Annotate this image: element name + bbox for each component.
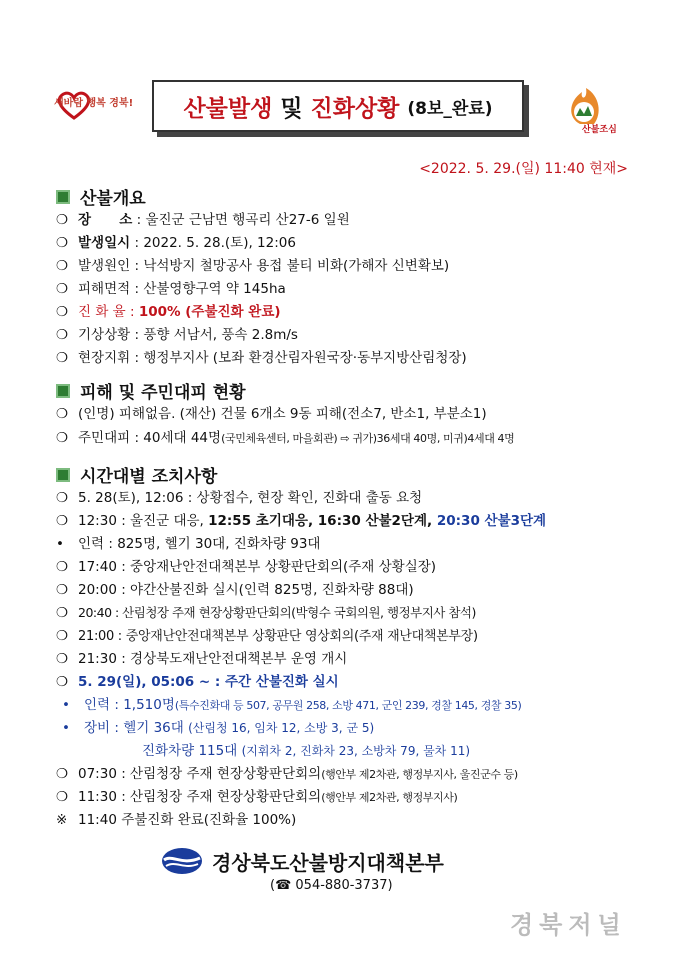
timeline-text: 20:00 : 야간산불진화 실시(인력 825명, 진화차량 88대) (78, 582, 414, 598)
personnel-detail: (특수진화대 등 507, 공무원 258, 소방 471, 군인 239, 경찰 145, 경찰 35) (174, 699, 522, 712)
section-timeline-title: 시간대별 조치사항 (80, 467, 218, 487)
green-square-icon (56, 384, 70, 398)
timeline-text: 11:30 : 산림청장 주재 현장상황판단회의 (78, 789, 322, 805)
timeline-text: 인력 : 825명, 헬기 30대, 진화차량 93대 (78, 536, 321, 552)
row-value: 2022. 5. 28.(토), 12:06 (143, 235, 296, 251)
timeline-row (142, 741, 470, 761)
equipment-text: 장비 : 헬기 36대 (84, 720, 184, 736)
timeline-detail: (행안부 제2차관, 행정부지사, 울진군수 등) (321, 768, 518, 781)
gyeongbuk-emblem-icon (160, 846, 204, 876)
vehicles-text: 진화차량 115대 (142, 743, 238, 759)
organization-name: 경상북도산불방지대책본부 (212, 850, 444, 875)
left-logo-text: 새바람 행복 경북! (54, 98, 134, 109)
right-logo-text: 산불조심 (582, 125, 617, 135)
timeline-text: 17:40 : 중앙재난안전대책본부 상황판단회의(주재 상황실장) (78, 559, 437, 575)
timeline-text-blue: 20:30 산불3단계 (436, 513, 547, 529)
row-label: 발생일시 (78, 235, 131, 251)
timeline-row: ❍ 5. 28(토), 12:06 : 상황접수, 현장 확인, 진화대 출동 요청 (56, 490, 423, 506)
timeline-row: • 장비 : 헬기 36대 (산림청 16, 임차 12, 소방 3, 군 5) (62, 720, 375, 736)
row-label: 피해면적 (78, 281, 131, 297)
damage-text: (인명) 피해없음. (재산) 건물 6개소 9동 피해(전소7, 반소1, 부분소1) (78, 406, 487, 422)
timeline-row: ❍ 11:30 : 산림청장 주재 현장상황판단회의(행안부 제2차관, 행정부지사) (56, 789, 458, 805)
section-timeline-heading (56, 462, 217, 487)
overview-row-location: ❍ 장 소 : 울진군 근남면 행곡리 산27-6 일원 (56, 212, 350, 228)
overview-row-weather: ❍ 기상상황 : 풍향 서남서, 풍속 2.8m/s (56, 327, 298, 343)
timeline-text: 21:30 : 경상북도재난안전대책본부 운영 개시 (78, 651, 348, 667)
timeline-row: ❍ 21:00 : 중앙재난안전대책본부 상황판단 영상회의(주재 재난대책본부장) (56, 628, 478, 644)
timeline-text-blue: 5. 29(일), 05:06 ~ : (78, 674, 225, 690)
row-value: 산불영향구역 약 145ha (143, 281, 286, 297)
timeline-row: ❍ 20:00 : 야간산불진화 실시(인력 825명, 진화차량 88대) (56, 582, 414, 598)
watermark: 경북저널 (510, 910, 627, 939)
damage-row-1: ❍ (인명) 피해없음. (재산) 건물 6개소 9동 피해(전소7, 반소1, 부분소1) (56, 406, 487, 422)
title-part-2: 및 (280, 95, 303, 122)
timeline-text: 21:00 : 중앙재난안전대책본부 상황판단 영상회의(주재 재난대책본부장) (78, 629, 478, 644)
evacuation-text: 주민대피 : 40세대 44명 (78, 430, 222, 446)
report-date: <2022. 5. 29.(일) 11:40 현재> (419, 161, 628, 177)
left-logo (52, 88, 132, 124)
title-report-number: (8보_완료) (407, 98, 493, 119)
section-overview-heading (56, 184, 146, 209)
timeline-row: ❍ 17:40 : 중앙재난안전대책본부 상황판단회의(주재 상황실장) (56, 559, 437, 575)
right-logo (560, 84, 626, 140)
final-status-text: 11:40 주불진화 완료(진화율 100%) (78, 812, 297, 828)
green-square-icon (56, 468, 70, 482)
row-value: 100% (주불진화 완료) (138, 304, 281, 320)
row-label: 발생원인 (78, 258, 131, 274)
footer-organization (160, 846, 444, 876)
row-value: 풍향 서남서, 풍속 2.8m/s (143, 327, 298, 343)
timeline-row: ❍ 20:40 : 산림청장 주재 현장상황판단회의(박형수 국회의원, 행정부지사 참석) (56, 605, 476, 621)
overview-row-command: ❍ 현장지휘 : 행정부지사 (보좌 환경산림자원국장·동부지방산림청장) (56, 350, 467, 366)
timeline-text: 20:40 : 산림청장 주재 현장상황판단회의(박형수 국회의원, 행정부지사 참석) (78, 605, 476, 620)
overview-row-containment: ❍ 진 화 율 : 100% (주불진화 완료) (56, 304, 281, 320)
timeline-row-final: ※ 11:40 주불진화 완료(진화율 100%) (56, 812, 297, 828)
timeline-row: ❍ 07:30 : 산림청장 주재 현장상황판단회의(행안부 제2차관, 행정부지사, 울진군수 등) (56, 766, 518, 782)
overview-row-cause: ❍ 발생원인 : 낙석방지 철망공사 용접 불티 비화(가해자 신변확보) (56, 258, 450, 274)
section-damage-heading (56, 378, 246, 403)
timeline-text: 5. 28(토), 12:06 : 상황접수, 현장 확인, 진화대 출동 요청 (78, 490, 423, 506)
section-overview-title: 산불개요 (80, 189, 146, 209)
damage-row-2: ❍ 주민대피 : 40세대 44명(국민체육센터, 마을회관) ⇨ 귀가)36세대 40명, 미귀)4세대 4명 (56, 430, 515, 446)
equipment-detail: (산림청 16, 임차 12, 소방 3, 군 5) (188, 721, 375, 735)
timeline-row: ❍ 21:30 : 경상북도재난안전대책본부 운영 개시 (56, 651, 348, 667)
personnel-text: 인력 : 1,510명 (84, 697, 175, 713)
timeline-detail: (행안부 제2차관, 행정부지사) (321, 791, 458, 804)
phone-number: (☎ 054-880-3737) (270, 878, 393, 893)
row-value: 행정부지사 (보좌 환경산림자원국장·동부지방산림청장) (143, 350, 467, 366)
timeline-row: ❍ 5. 29(일), 05:06 ~ : 주간 산불진화 실시 (56, 674, 339, 690)
row-label: 장 소 (78, 212, 133, 228)
row-label: 진 화 율 (78, 304, 126, 320)
title-part-1: 산불발생 (183, 95, 273, 122)
timeline-text-blue: 주간 산불진화 실시 (225, 674, 339, 690)
timeline-text: 12:30 : 울진군 대응, (78, 513, 209, 529)
section-damage-title: 피해 및 주민대피 현황 (80, 383, 246, 403)
timeline-text: 07:30 : 산림청장 주재 현장상황판단회의 (78, 766, 322, 782)
overview-row-datetime: ❍ 발생일시 : 2022. 5. 28.(토), 12:06 (56, 235, 296, 251)
timeline-row: ❍ 12:30 : 울진군 대응, 12:55 초기대응, 16:30 산불2단계, 20:30 산불3단계 (56, 513, 547, 529)
row-label: 현장지휘 (78, 350, 131, 366)
timeline-row: • 인력 : 1,510명(특수진화대 등 507, 공무원 258, 소방 471, 군인 239, 경찰 145, 경찰 35) (62, 697, 522, 713)
title-part-3: 진화상황 (310, 95, 400, 122)
green-square-icon (56, 190, 70, 204)
vehicles-detail: (지휘차 2, 진화차 23, 소방차 79, 물차 11) (241, 744, 471, 758)
title-box (152, 80, 524, 132)
row-label: 기상상황 (78, 327, 131, 343)
row-value: 낙석방지 철망공사 용접 불티 비화(가해자 신변확보) (143, 258, 450, 274)
timeline-row: • 인력 : 825명, 헬기 30대, 진화차량 93대 (56, 536, 321, 552)
timeline-text-bold: 12:55 초기대응, 16:30 산불2단계, (208, 513, 437, 529)
overview-row-area: ❍ 피해면적 : 산불영향구역 약 145ha (56, 281, 286, 297)
evacuation-detail: (국민체육센터, 마을회관) ⇨ 귀가)36세대 40명, 미귀)4세대 4명 (221, 432, 515, 445)
row-value: 울진군 근남면 행곡리 산27-6 일원 (145, 212, 350, 228)
